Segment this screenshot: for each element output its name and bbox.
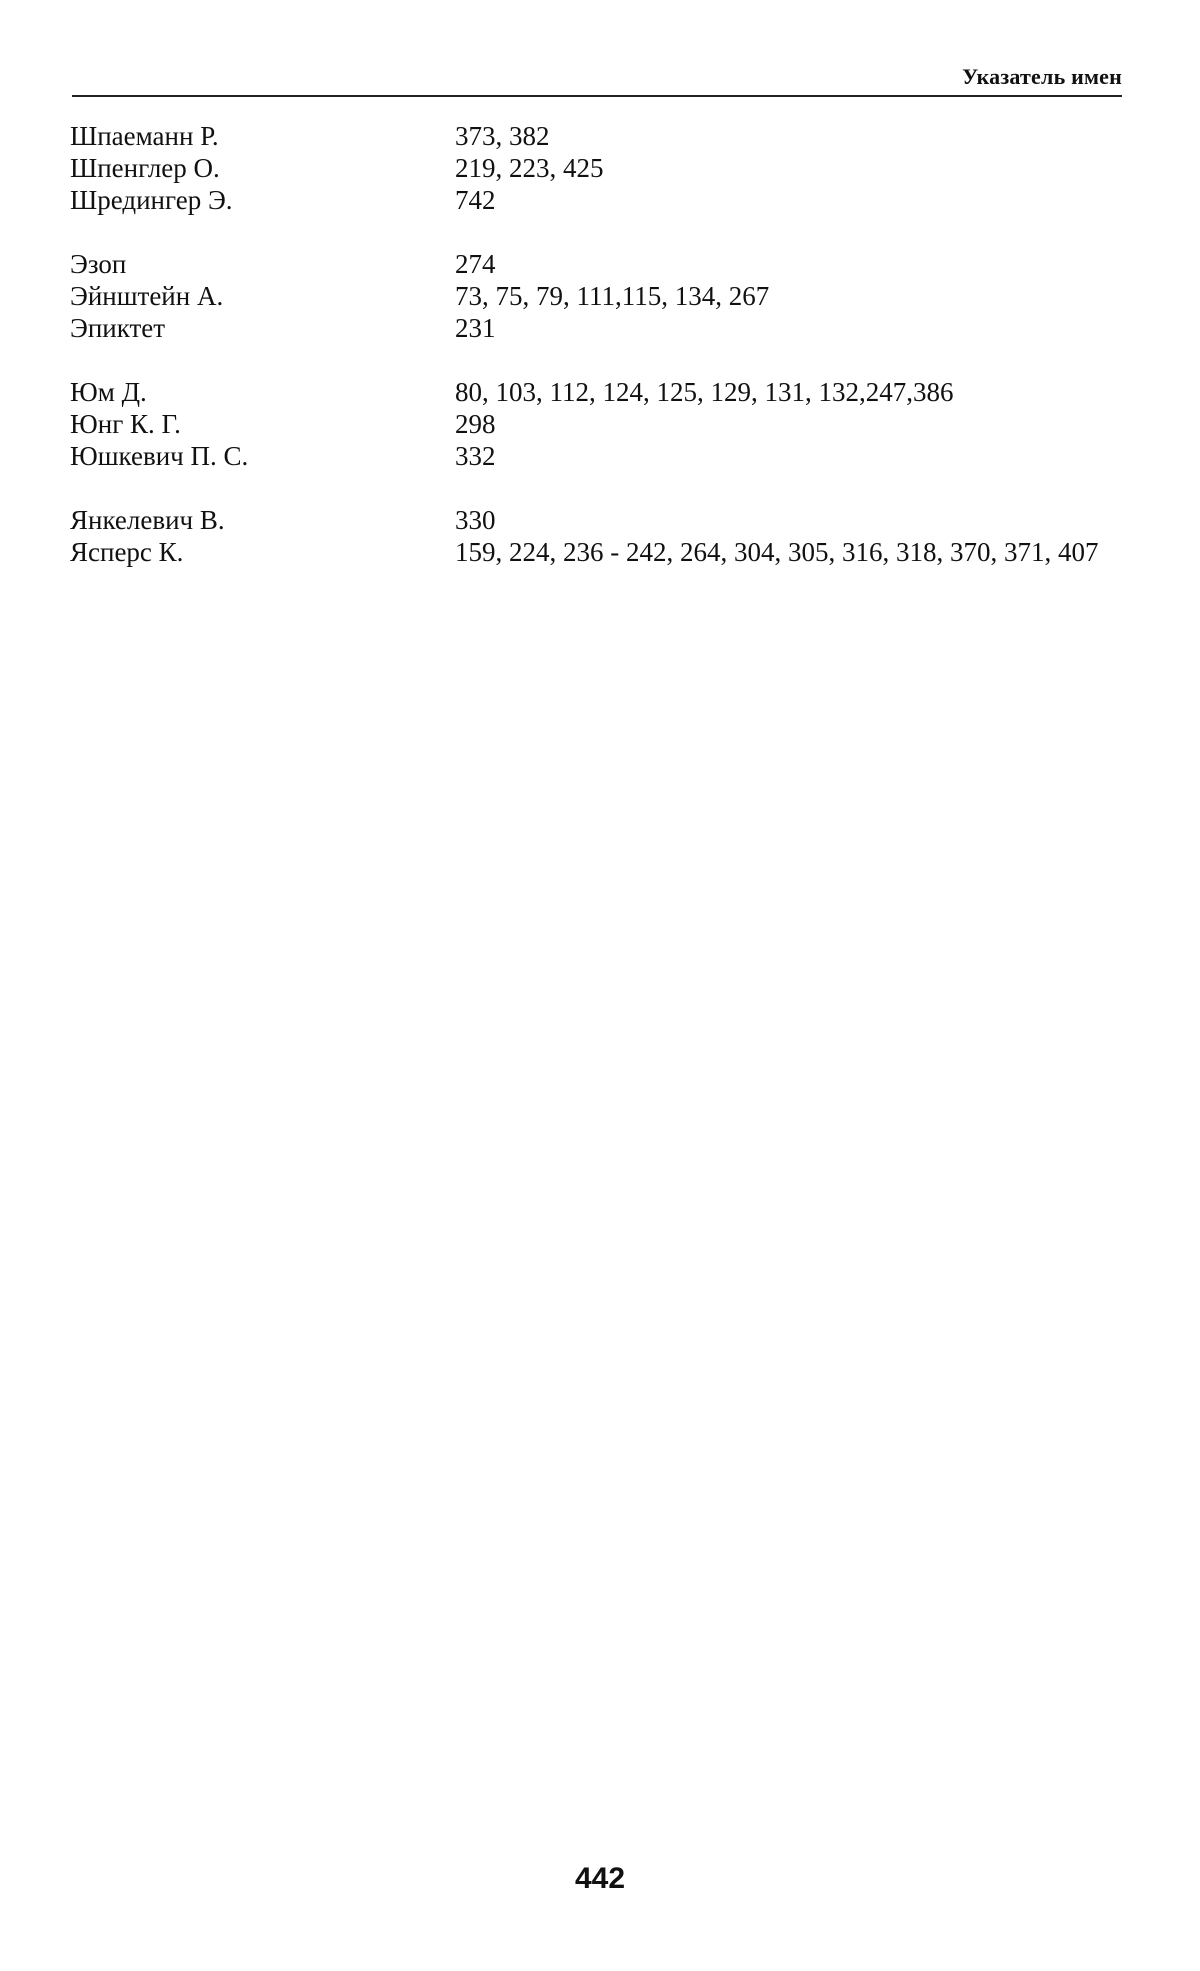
index-group-e — [70, 248, 1130, 344]
index-entry — [70, 184, 1130, 216]
index-entry — [70, 408, 1130, 440]
entry-pages: 80, 103, 112, 124, 125, 129, 131, 132,247,386 — [455, 377, 954, 407]
entry-pages: 298 — [455, 409, 496, 439]
header-rule — [72, 95, 1122, 97]
index-entry — [70, 280, 1130, 312]
entry-pages: 332 — [455, 441, 496, 471]
index-entry — [70, 248, 1130, 280]
entry-name: Юшкевич П. С. — [70, 441, 249, 471]
entry-pages: 330 — [455, 505, 496, 535]
entry-pages: 73, 75, 79, 111,115, 134, 267 — [455, 281, 770, 311]
index-entry — [70, 120, 1130, 152]
entry-name: Эзоп — [70, 249, 127, 279]
entry-name: Ясперс К. — [70, 537, 184, 567]
entry-name: Эйнштейн А. — [70, 281, 224, 311]
entry-pages: 219, 223, 425 — [455, 153, 604, 183]
index-entry — [70, 440, 1130, 472]
entry-name: Шпаеманн Р. — [70, 121, 219, 151]
index-entry — [70, 536, 1130, 568]
entry-pages: 373, 382 — [455, 121, 550, 151]
entry-name: Эпиктет — [70, 313, 166, 343]
index-entry — [70, 376, 1130, 408]
index-entry — [70, 312, 1130, 344]
entry-pages: 231 — [455, 313, 496, 343]
entry-pages: 742 — [455, 185, 496, 215]
entry-name: Юнг К. Г. — [70, 409, 181, 439]
entry-name: Шредингер Э. — [70, 185, 233, 215]
entry-name: Юм Д. — [70, 377, 147, 407]
entry-pages: 159, 224, 236 - 242, 264, 304, 305, 316, 318, 370, 371, 407 — [455, 537, 1099, 567]
index-group-sh — [70, 120, 1130, 216]
entry-name: Янкелевич В. — [70, 505, 225, 535]
running-head: Указатель имен — [962, 64, 1122, 89]
index-entry — [70, 152, 1130, 184]
index-entry — [70, 504, 1130, 536]
entry-pages: 274 — [455, 249, 496, 279]
page-number: 442 — [574, 1862, 626, 1895]
entry-name: Шпенглер О. — [70, 153, 220, 183]
index-group-ya — [70, 504, 1130, 568]
index-group-yu — [70, 376, 1130, 472]
name-index — [70, 120, 1130, 600]
